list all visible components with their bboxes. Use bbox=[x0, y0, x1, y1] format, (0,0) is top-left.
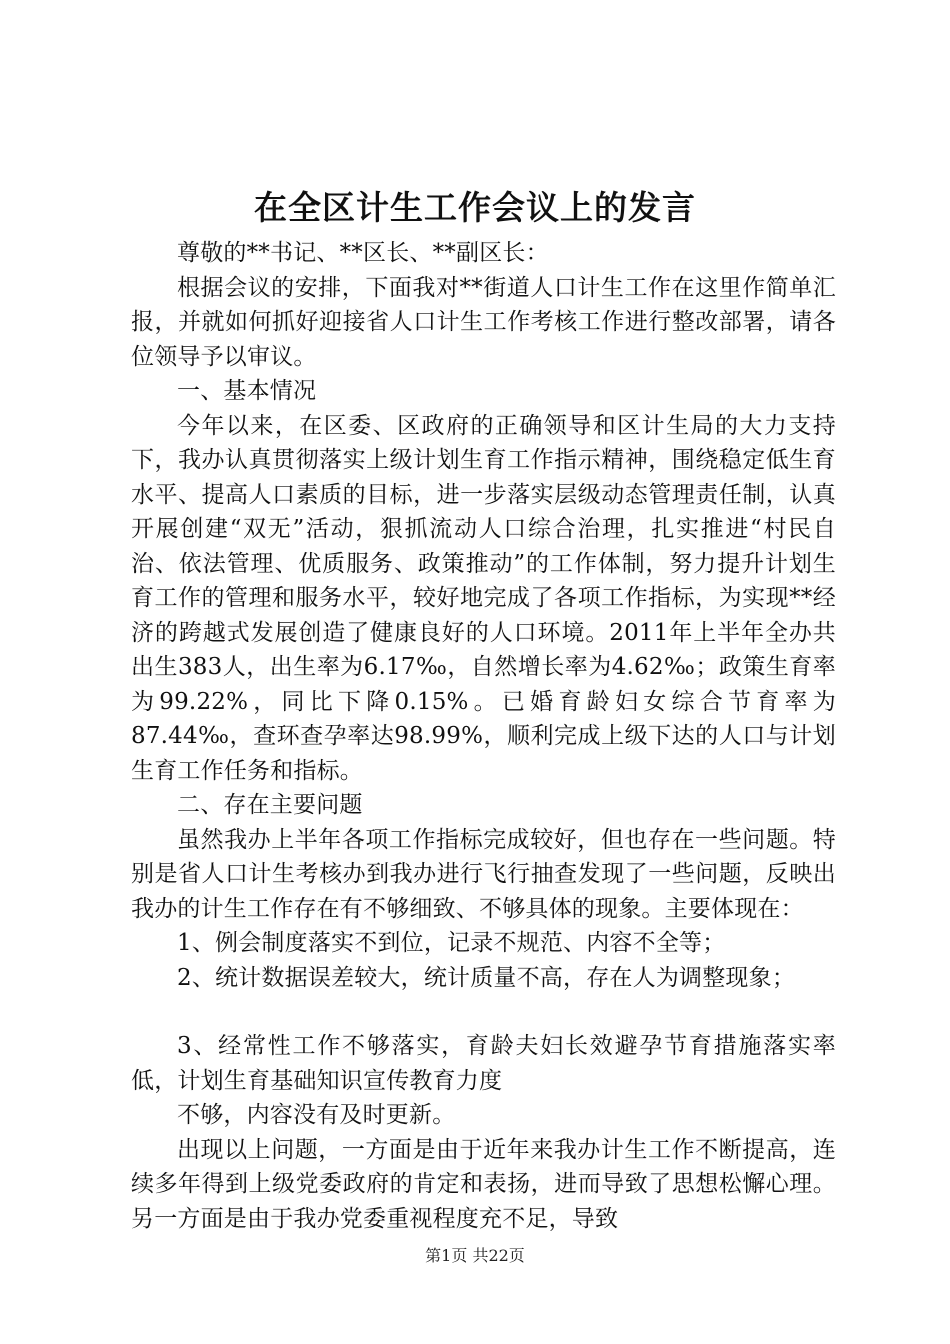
problem-item-3: 3、经常性工作不够落实，育龄夫妇长效避孕节育措施落实率低，计划生育基础知识宣传教育力度 bbox=[131, 1033, 836, 1094]
problem-item-3-continued: 不够，内容没有及时更新。 bbox=[177, 1102, 456, 1128]
section-heading-main-problems: 二、存在主要问题 bbox=[177, 792, 363, 818]
problem-item-2: 2、统计数据误差较大，统计质量不高，存在人为调整现象； bbox=[177, 964, 796, 991]
main-problems-paragraph: 虽然我办上半年各项工作指标完成较好，但也存在一些问题。特别是省人口计生考核办到我办进行飞行抽查发现了一些问题，反映出我办的计生工作存在有不够细致、不够具体的现象。主要体现在： bbox=[131, 826, 836, 922]
document-title: 在全区计生工作会议上的发言 bbox=[254, 188, 696, 227]
document-body bbox=[131, 236, 836, 1236]
section-heading-basic-situation: 一、基本情况 bbox=[177, 378, 317, 404]
intro-paragraph: 根据会议的安排，下面我对**街道人口计生工作在这里作简单汇报，并就如何抓好迎接省人口计生工作考核工作进行整改部署，请各位领导予以审议。 bbox=[131, 274, 836, 370]
problem-item-1: 1、例会制度落实不到位，记录不规范、内容不全等； bbox=[177, 930, 726, 956]
cause-analysis-paragraph: 出现以上问题，一方面是由于近年来我办计生工作不断提高，连续多年得到上级党委政府的肯定和表扬，进而导致了思想松懈心理。另一方面是由于我办党委重视程度充不足，导致 bbox=[131, 1136, 836, 1232]
basic-situation-paragraph: 今年以来，在区委、区政府的正确领导和区计生局的大力支持下，我办认真贯彻落实上级计划生育工作指示精神，围绕稳定低生育水平、提高人口素质的目标，进一步落实层级动态管理责任制，认真开展创建“双无”活动，狠抓流动人口综合治理，扎实推进“村民自治、依法管理、优质服务、政策推动”的工作体制，努力提升计划生育工作的管理和服务水平，较好地完成了各项工作指标，为实现**经济的跨越式发展创造了健康良好的人口环境。2011年上半年全办共出生383人，出生率为6.17‰，自然增长率为4.62‰；政策生育率为99.22%，同比下降0.15%。已婚育龄妇女综合节育率为87.44‰，查环查孕率达98.99%，顺利完成上级下达的人口与计划生育工作任务和指标。 bbox=[131, 412, 836, 784]
page-number-footer: 第1页 共22页 bbox=[425, 1246, 525, 1265]
salutation: 尊敬的**书记、**区长、**副区长： bbox=[177, 240, 549, 266]
